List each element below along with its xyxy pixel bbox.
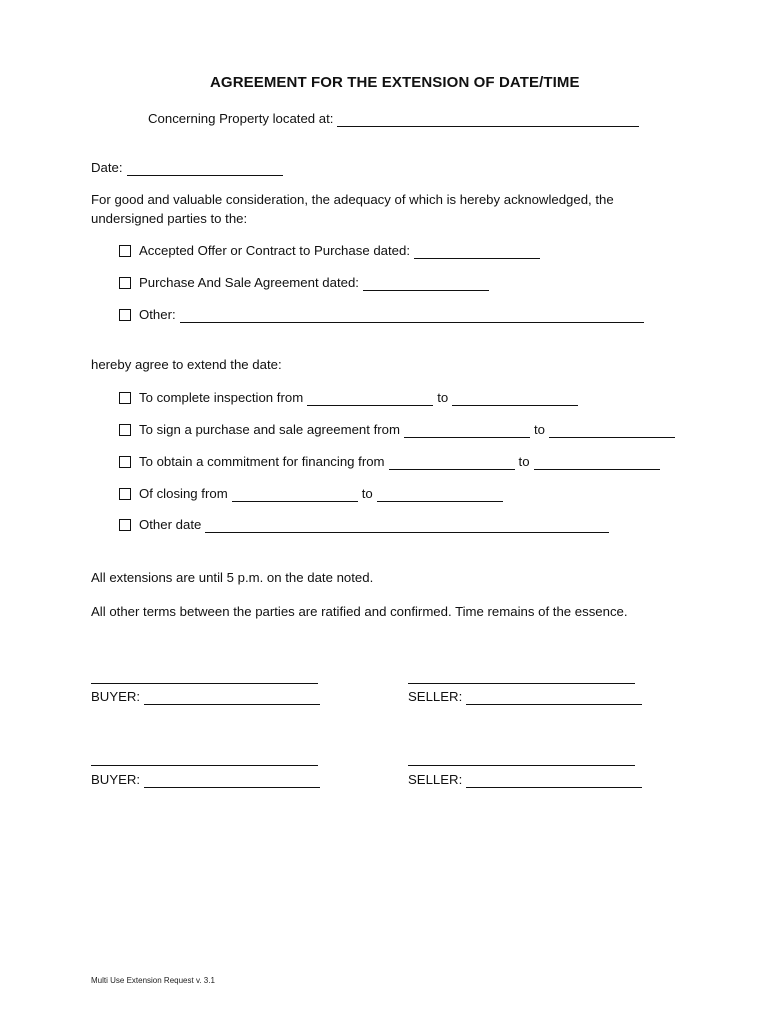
other-checkbox[interactable] [119,309,131,321]
consideration-text-line1: For good and valuable consideration, the adequacy of which is hereby acknowledged, the [91,192,614,207]
closing-label: Of closing from [139,486,228,501]
seller-signature-line-1[interactable] [408,683,635,684]
extension-purchase-sale [119,421,675,438]
other-label: Other: [139,307,176,322]
buyer-label-1: BUYER: [91,689,141,704]
property-label: Concerning Property located at: [148,111,334,126]
buyer-label-2: BUYER: [91,772,141,787]
date-field[interactable] [127,162,283,176]
sign-agreement-from-field[interactable] [404,424,530,438]
inspection-from-field[interactable] [307,392,433,406]
seller-name-field-1[interactable] [466,691,642,705]
footer-version: Multi Use Extension Request v. 3.1 [91,976,215,985]
closing-to-field[interactable] [377,488,503,502]
extend-intro: hereby agree to extend the date: [91,357,282,372]
purchase-sale-label: Purchase And Sale Agreement dated: [139,275,359,290]
accepted-offer-date-field[interactable] [414,245,540,259]
sign-agreement-to-field[interactable] [549,424,675,438]
other-date-checkbox[interactable] [119,519,131,531]
seller-label-1: SELLER: [408,689,463,704]
closing-to-label: to [361,486,373,501]
seller-name-field-2[interactable] [466,774,642,788]
option-accepted-offer [119,242,540,259]
financing-to-label: to [518,454,530,469]
property-row [148,110,639,127]
seller-name-row-1 [408,688,642,705]
sign-agreement-to-label: to [533,422,545,437]
extension-financing [119,453,660,470]
other-date-label: Other date [139,517,202,532]
extension-inspection [119,389,578,406]
option-purchase-sale [119,274,489,291]
other-date-field[interactable] [205,519,609,533]
extension-other-date [119,516,609,533]
buyer-name-field-1[interactable] [144,691,320,705]
buyer-signature-line-2[interactable] [91,765,318,766]
property-address-field[interactable] [337,113,639,127]
buyer-name-row-2 [91,771,320,788]
document-title: AGREEMENT FOR THE EXTENSION OF DATE/TIME [210,74,580,91]
buyer-name-row-1 [91,688,320,705]
seller-name-row-2 [408,771,642,788]
financing-label: To obtain a commitment for financing from [139,454,385,469]
financing-checkbox[interactable] [119,456,131,468]
closing-checkbox[interactable] [119,488,131,500]
inspection-checkbox[interactable] [119,392,131,404]
extension-closing [119,485,503,502]
purchase-sale-checkbox[interactable] [119,277,131,289]
inspection-to-label: to [437,390,449,405]
financing-to-field[interactable] [534,456,660,470]
date-row [91,159,283,176]
inspection-to-field[interactable] [452,392,578,406]
purchase-sale-date-field[interactable] [363,277,489,291]
sign-agreement-checkbox[interactable] [119,424,131,436]
accepted-offer-checkbox[interactable] [119,245,131,257]
seller-signature-line-2[interactable] [408,765,635,766]
terms-note: All other terms between the parties are ratified and confirmed. Time remains of the essence. [91,604,628,619]
seller-label-2: SELLER: [408,772,463,787]
accepted-offer-label: Accepted Offer or Contract to Purchase dated: [139,243,410,258]
inspection-label: To complete inspection from [139,390,304,405]
buyer-name-field-2[interactable] [144,774,320,788]
consideration-text-line2: undersigned parties to the: [91,211,248,226]
closing-from-field[interactable] [232,488,358,502]
option-other [119,306,644,323]
sign-agreement-label: To sign a purchase and sale agreement from [139,422,400,437]
other-field[interactable] [180,309,644,323]
buyer-signature-line-1[interactable] [91,683,318,684]
extensions-note: All extensions are until 5 p.m. on the date noted. [91,570,374,585]
financing-from-field[interactable] [389,456,515,470]
date-label: Date: [91,160,123,175]
